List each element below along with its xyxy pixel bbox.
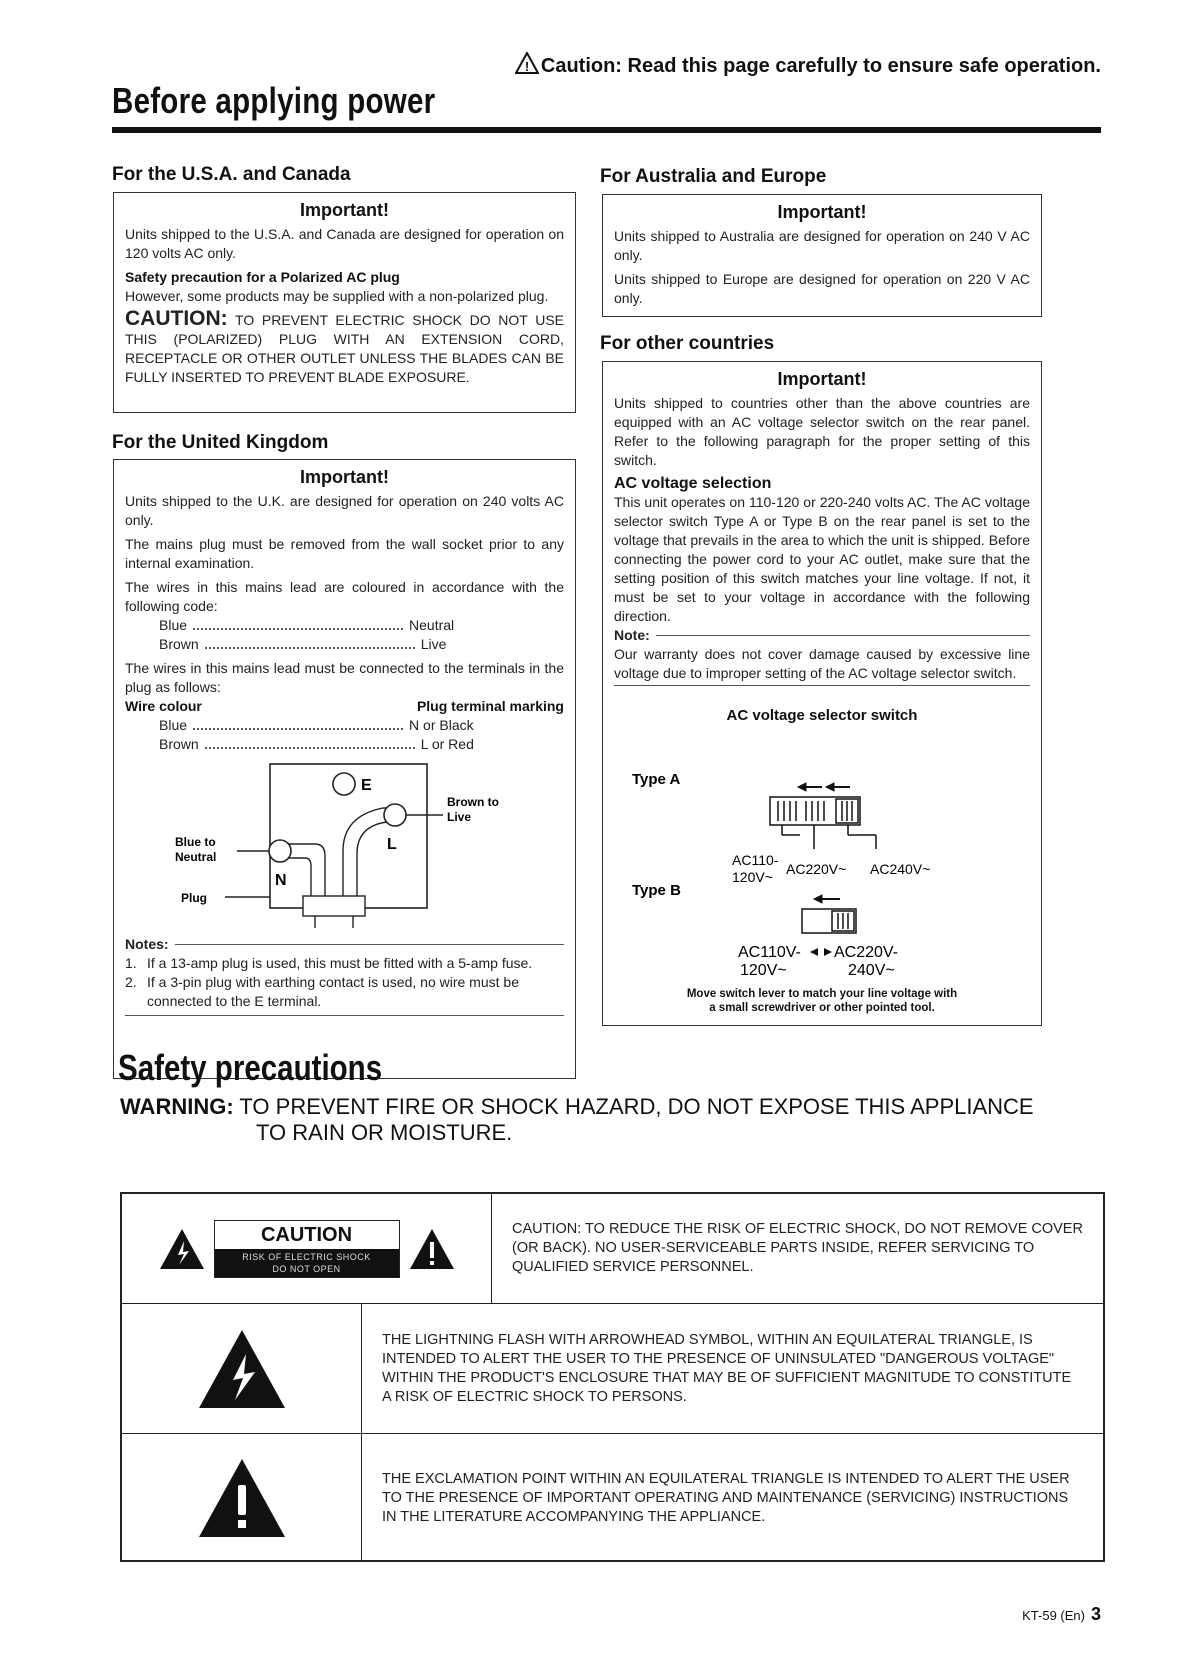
- usa-polarized-text: However, some products may be supplied with a non-polarized plug.: [125, 288, 549, 304]
- uk-p4: The wires in this mains lead must be connected to the terminals in the plug as follows:: [125, 660, 564, 695]
- safety-row-exclamation: [122, 1434, 1103, 1562]
- type-a-label-1a: AC110-: [732, 852, 779, 868]
- switch-title: AC voltage selector switch: [726, 707, 918, 724]
- lightning-icon-cell: [122, 1304, 362, 1433]
- page-number: 3: [1090, 1604, 1101, 1624]
- uk-code1-row: Blue Neutral: [159, 617, 455, 633]
- aus-p1: Units shipped to Australia are designed for operation on 240 V AC only.: [614, 228, 1030, 263]
- exclamation-icon-cell: [122, 1434, 362, 1562]
- safety-row-caution: [122, 1194, 1103, 1304]
- aus-p2: Units shipped to Europe are designed for operation on 220 V AC only.: [614, 271, 1030, 306]
- diagram-brown-live-1: Brown to: [447, 795, 499, 809]
- aus-box: [602, 194, 1042, 317]
- other-note-label: Note:: [614, 626, 1030, 645]
- svg-text:!: !: [524, 59, 530, 74]
- type-b-arrow: [814, 895, 840, 903]
- caution-label-cell: [122, 1194, 492, 1303]
- usa-caution: [125, 309, 564, 387]
- diagram-plug-label: Plug: [181, 891, 207, 905]
- diagram-blue-neutral-2: Neutral: [175, 850, 217, 864]
- aus-heading: For Australia and Europe: [600, 166, 827, 187]
- other-box: [602, 361, 1042, 1026]
- other-heading: For other countries: [600, 333, 775, 354]
- type-b-label-1a: AC110V-: [738, 944, 801, 961]
- type-a-label-2: AC220V~: [786, 861, 847, 877]
- warning-label: WARNING:: [120, 1094, 234, 1119]
- lightning-triangle-icon: [197, 1328, 287, 1410]
- type-b-label-2b: 240V~: [848, 962, 895, 979]
- safety-table: [120, 1192, 1105, 1562]
- caution-text-cell: CAUTION: TO REDUCE THE RISK OF ELECTRIC SHOCK, DO NOT REMOVE COVER (OR BACK). NO USER-SERVICEABLE PARTS INSIDE, REFER SERVICING TO QUALIFIED SERVICE PERSONNEL.: [512, 1221, 1083, 1275]
- type-a-arrows: [798, 783, 850, 791]
- exclamation-triangle-icon: [197, 1457, 287, 1539]
- plug-wiring-diagram: [125, 756, 565, 931]
- other-p1: Units shipped to countries other than the above countries are equipped with an AC voltage selector switch on the rear panel. Refer to the following paragraph for the proper setting of this switch.: [614, 395, 1030, 468]
- move-instructions: Move switch lever to match your line voltage with a small screwdriver or other pointed tool.: [686, 988, 958, 1014]
- uk-heading: For the United Kingdom: [112, 432, 329, 453]
- voltage-switch-diagram: [614, 729, 1030, 989]
- uk-terminal-header: Wire colour Plug terminal marking: [125, 698, 564, 714]
- caution-header: [0, 52, 1101, 78]
- type-a-label-1b: 120V~: [732, 869, 773, 885]
- diagram-l-label: L: [387, 836, 397, 853]
- other-note-rule: [614, 685, 1030, 686]
- page-footer: [1022, 1604, 1101, 1625]
- safety-title: Safety precautions: [118, 1047, 383, 1088]
- uk-note: 2. If a 3-pin plug with earthing contact is used, no wire must be connected to the E terminal.: [125, 974, 519, 1009]
- aus-important: Important!: [777, 202, 867, 222]
- uk-p1: Units shipped to the U.K. are designed for operation on 240 volts AC only.: [125, 493, 564, 528]
- caution-box: [214, 1220, 400, 1278]
- type-b-direction-arrows: [810, 948, 832, 956]
- uk-notes-label: Notes:: [125, 935, 564, 954]
- acv-text: This unit operates on 110-120 or 220-240 volts AC. The AC voltage selector switch Type A or Type B on the rear panel is set to the voltage that prevails in the area to which the unit is shipped. Before connecting the power cord to your AC outlet, make sure that the setting position of this switch matches your line voltage. If not, it must be set to your voltage in accordance with the following direction.: [614, 494, 1030, 624]
- usa-caution-label: CAUTION:: [125, 307, 228, 330]
- usa-caution-text: TO PREVENT ELECTRIC SHOCK DO NOT USE THIS (POLARIZED) PLUG WITH AN EXTENSION CORD, RECEPTACLE OR OTHER OUTLET UNLESS THE BLADES CAN BE FULLY INSERTED TO PREVENT BLADE EXPOSURE.: [125, 312, 564, 385]
- diagram-n-label: N: [275, 872, 287, 889]
- uk-code2-row: Brown L or Red: [159, 736, 474, 752]
- usa-box: [113, 192, 576, 413]
- lightning-triangle-icon: [158, 1227, 206, 1271]
- diagram-brown-live-2: Live: [447, 810, 472, 824]
- caution-box-title: CAUTION: [260, 1223, 353, 1246]
- usa-heading: For the U.S.A. and Canada: [112, 164, 351, 185]
- type-b-switch: [802, 909, 856, 933]
- title-rule: [112, 127, 1101, 133]
- model-number: KT-59 (En): [1022, 1608, 1085, 1623]
- uk-box: [113, 459, 576, 1079]
- diagram-e-label: E: [361, 777, 372, 794]
- warning-triangle-icon: [515, 52, 539, 74]
- caution-header-text: Caution: Read this page carefully to ensure safe operation.: [540, 55, 1101, 77]
- uk-code2-row: Blue N or Black: [159, 717, 474, 733]
- uk-p2: The mains plug must be removed from the wall socket prior to any internal examination.: [125, 536, 564, 571]
- type-b-label-1b: 120V~: [740, 962, 787, 979]
- usa-important: Important!: [300, 200, 389, 220]
- usa-p1: Units shipped to the U.S.A. and Canada are designed for operation on 120 volts AC only.: [125, 226, 564, 261]
- uk-note: 1. If a 13-amp plug is used, this must be fitted with a 5-amp fuse.: [125, 955, 533, 971]
- acv-title: AC voltage selection: [614, 475, 772, 492]
- caution-box-subtitle: RISK OF ELECTRIC SHOCK DO NOT OPEN: [215, 1249, 399, 1277]
- type-a-label-3: AC240V~: [870, 861, 931, 877]
- page-title: Before applying power: [112, 80, 436, 121]
- other-note-text: Our warranty does not cover damage caused by excessive line voltage due to improper setting of the AC voltage selector switch.: [614, 646, 1030, 681]
- warning-text: WARNING: TO PREVENT FIRE OR SHOCK HAZARD, DO NOT EXPOSE THIS APPLIANCE TO RAIN OR MOISTURE.: [120, 1094, 1034, 1145]
- safety-row-lightning: [122, 1304, 1103, 1434]
- other-important: Important!: [777, 369, 867, 389]
- uk-notes-rule: [125, 1015, 564, 1016]
- uk-p3: The wires in this mains lead are coloured in accordance with the following code:: [125, 579, 564, 614]
- lightning-text-cell: THE LIGHTNING FLASH WITH ARROWHEAD SYMBOL, WITHIN AN EQUILATERAL TRIANGLE, IS INTENDED TO ALERT THE USER TO THE PRESENCE OF UNINSULATED "DANGEROUS VOLTAGE" WITHIN THE PRODUCT'S ENCLOSURE THAT MAY BE OF SUFFICIENT MAGNITUDE TO CONSTITUTE A RISK OF ELECTRIC SHOCK TO PERSONS.: [382, 1331, 1072, 1405]
- uk-important: Important!: [300, 467, 389, 487]
- uk-code1-row: Brown Live: [159, 636, 447, 652]
- type-a-switch: [770, 797, 876, 849]
- exclamation-text-cell: THE EXCLAMATION POINT WITHIN AN EQUILATERAL TRIANGLE IS INTENDED TO ALERT THE USER TO THE PRESENCE OF IMPORTANT OPERATING AND MAINTENANCE (SERVICING) INSTRUCTIONS IN THE LITERATURE ACCOMPANYING THE APPLIANCE.: [382, 1470, 1070, 1525]
- type-b-label-2a: AC220V-: [834, 944, 899, 961]
- type-b-label: Type B: [632, 882, 681, 899]
- usa-polarized-title: Safety precaution for a Polarized AC plug: [125, 269, 400, 285]
- type-a-label: Type A: [632, 771, 681, 788]
- exclamation-triangle-icon: [408, 1227, 456, 1271]
- diagram-blue-neutral-1: Blue to: [175, 835, 216, 849]
